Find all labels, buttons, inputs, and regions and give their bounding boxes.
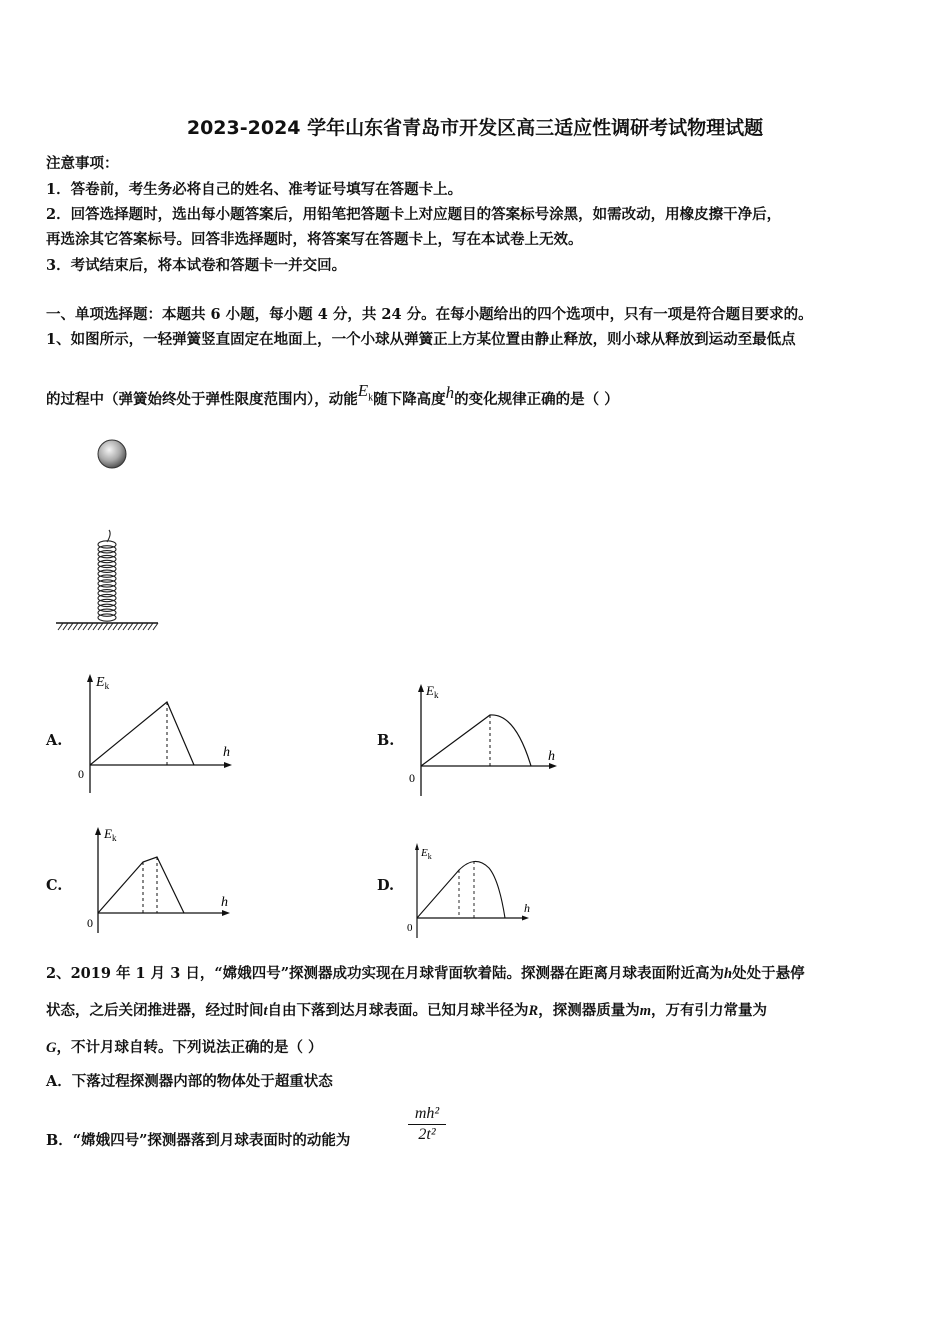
ek-symbol xyxy=(357,381,374,404)
hatch-line xyxy=(133,623,138,630)
origin-label: 0 xyxy=(78,767,84,781)
notice-item-2-cont: 再选涂其它答案标号。回答非选择题时，将答案写在答题卡上，写在本试卷上无效。 xyxy=(46,231,583,248)
origin-label: 0 xyxy=(409,771,415,785)
graph-c xyxy=(80,823,245,935)
ek-sub: k xyxy=(368,392,374,404)
ground-hatch xyxy=(58,623,158,630)
q2-text-2d: ，万有引力常量为 xyxy=(650,1002,767,1019)
option-b-fraction xyxy=(408,1105,446,1144)
page-title: 2023-2024 学年山东省青岛市开发区高三适应性调研考试物理试题 xyxy=(186,117,764,139)
option-d-label: D. xyxy=(377,877,395,894)
x-arrow xyxy=(222,910,230,916)
hatch-line xyxy=(58,623,63,630)
hatch-line xyxy=(78,623,83,630)
ek-curve xyxy=(421,715,531,766)
notice-item-1: 1．答卷前，考生务必将自己的姓名、准考证号填写在答题卡上。 xyxy=(46,181,463,198)
notice-item-3: 3．考试结束后，将本试卷和答题卡一并交回。 xyxy=(46,257,347,274)
x-arrow xyxy=(522,916,529,921)
h-symbol: h xyxy=(445,383,455,402)
option-b-label: B. xyxy=(377,732,395,749)
graph-d xyxy=(403,840,543,940)
x-arrow xyxy=(224,762,232,768)
hatch-line xyxy=(88,623,93,630)
y-label: $E_k$ xyxy=(96,675,110,691)
q2-stem-line2 xyxy=(46,999,767,1020)
hatch-line xyxy=(108,623,113,630)
hatch-line xyxy=(138,623,143,630)
hatch-line xyxy=(68,623,73,630)
hatch-line xyxy=(63,623,68,630)
hatch-line xyxy=(113,623,118,630)
fraction-numerator: mh² xyxy=(414,1105,440,1122)
q1-text-c: 的变化规律正确的是（ ） xyxy=(454,391,619,408)
y-label: $E_k$ xyxy=(421,847,432,861)
q1-text-a: 的过程中（弹簧始终处于弹性限度范围内），动能 xyxy=(46,391,358,408)
graph-a xyxy=(72,668,242,803)
fraction-bar xyxy=(408,1124,446,1125)
x-label: h xyxy=(223,745,230,760)
q2-option-a: A．下落过程探测器内部的物体处于超重状态 xyxy=(46,1073,333,1090)
hatch-line xyxy=(118,623,123,630)
ek-curve xyxy=(417,861,505,918)
notice-heading: 注意事项： xyxy=(46,155,119,172)
hatch-line xyxy=(73,623,78,630)
origin-label: 0 xyxy=(407,922,413,934)
x-label: h xyxy=(524,901,530,915)
hatch-line xyxy=(93,623,98,630)
spring-top xyxy=(107,530,110,542)
q2-stem-line1 xyxy=(46,962,805,983)
option-c-label: C. xyxy=(46,877,63,894)
hatch-line xyxy=(123,623,128,630)
q2-text-1b: 处处于悬停 xyxy=(732,965,805,982)
hatch-line xyxy=(153,623,158,630)
spring-coil xyxy=(98,614,116,621)
ek-curve xyxy=(90,702,194,765)
hatch-line xyxy=(103,623,108,630)
q2-text-1a: 2、2019 年 1 月 3 日，“嫦娥四号”探测器成功实现在月球背面软着陆。探测器在距离月球表面附近高为 xyxy=(46,965,725,982)
spring xyxy=(98,530,116,621)
q2-var-r: R xyxy=(528,1003,539,1019)
hatch-line xyxy=(98,623,103,630)
x-label: h xyxy=(548,749,555,764)
hatch-line xyxy=(128,623,133,630)
q2-var-m: m xyxy=(639,1003,651,1019)
hatch-line xyxy=(148,623,153,630)
q1-stem-line2 xyxy=(46,381,619,411)
ek-curve xyxy=(98,857,184,913)
y-label: $E_k$ xyxy=(104,826,117,843)
origin-label: 0 xyxy=(87,916,93,930)
fraction-denominator: 2t² xyxy=(418,1126,436,1143)
q2-text-3: ，不计月球自转。下列说法正确的是（ ） xyxy=(56,1039,323,1056)
q2-var-h: h xyxy=(724,966,733,982)
q1-stem-line1: 1、如图所示，一轻弹簧竖直固定在地面上，一个小球从弹簧正上方某位置由静止释放，则小球从释放到运动至最低点 xyxy=(46,331,796,348)
section-heading: 一、单项选择题：本题共 6 小题，每小题 4 分，共 24 分。在每小题给出的四个选项中，只有一项是符合题目要求的。 xyxy=(46,306,813,323)
hatch-line xyxy=(143,623,148,630)
y-arrow xyxy=(87,674,93,682)
q2-option-b: B．“嫦娥四号”探测器落到月球表面时的动能为 xyxy=(46,1132,351,1149)
y-arrow xyxy=(418,684,424,692)
q2-text-2a: 状态，之后关闭推进器，经过时间 xyxy=(46,1002,264,1019)
y-arrow xyxy=(95,827,101,835)
y-label: $E_k$ xyxy=(426,683,439,700)
option-a-label: A. xyxy=(46,732,63,749)
q2-var-t: t xyxy=(263,1003,268,1019)
q2-stem-line3 xyxy=(46,1036,323,1057)
x-label: h xyxy=(221,895,228,910)
q1-text-b: 随下降高度 xyxy=(373,391,446,408)
q2-text-2c: ，探测器质量为 xyxy=(538,1002,640,1019)
hatch-line xyxy=(83,623,88,630)
q2-var-g: G xyxy=(46,1040,57,1056)
q2-text-2b: 自由下落到达月球表面。已知月球半径为 xyxy=(267,1002,529,1019)
ball xyxy=(98,440,126,468)
ek-main: E xyxy=(357,381,369,400)
ball-spring-figure xyxy=(50,430,170,640)
y-arrow xyxy=(415,843,419,850)
notice-item-2: 2．回答选择题时，选出每小题答案后，用铅笔把答题卡上对应题目的答案标号涂黑，如需改动，用橡皮擦干净后， xyxy=(46,206,782,223)
graph-b xyxy=(403,678,573,803)
